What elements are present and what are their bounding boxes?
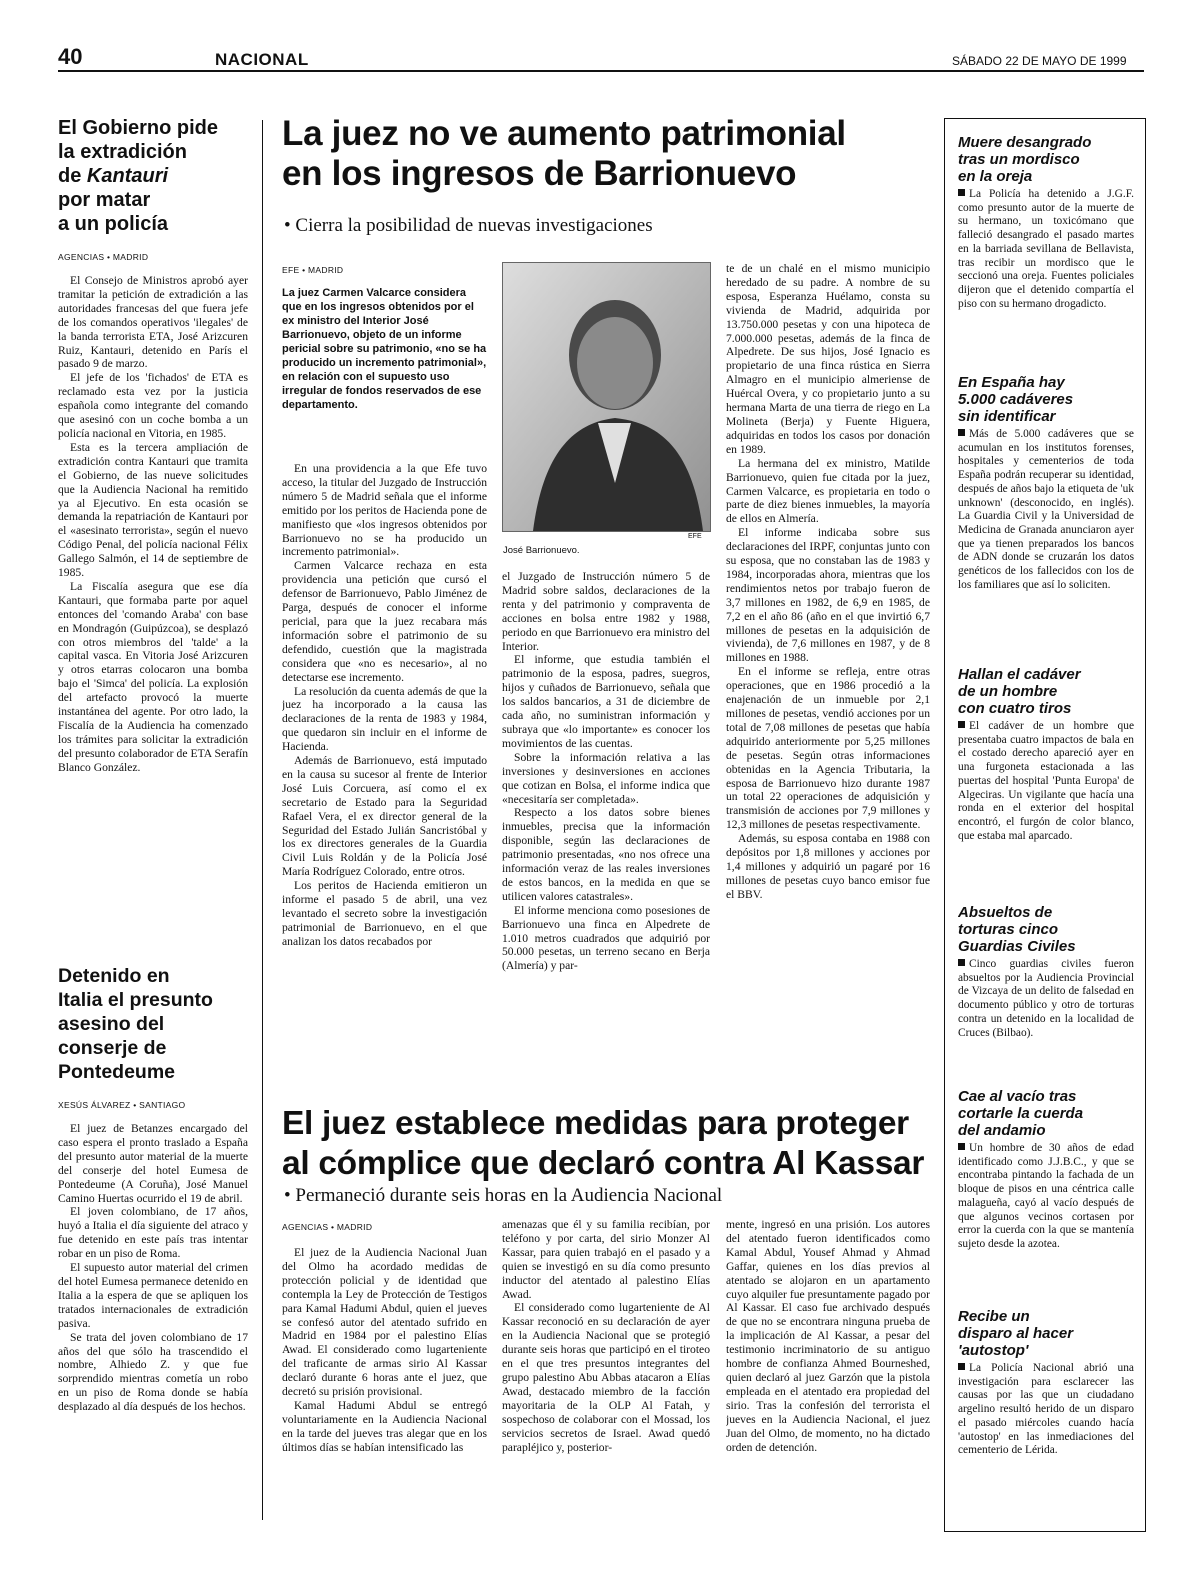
headline-line: 'autostop' <box>958 1342 1029 1359</box>
brief-text-block <box>958 428 1134 592</box>
brief-text: Un hombre de 30 años de edad identificado como J.J.B.C., y que se encontraba pintando la fachada de un bloque de pisos en una céntrica calle malagueña, cayó al vacío después de que algunos vecinos cortasen por error la cuerda con la que se mantenía sujeto desde la azotea. <box>958 1142 1134 1250</box>
square-bullet-icon <box>958 429 965 436</box>
headline-line: en la oreja <box>958 168 1033 185</box>
headline-line: disparo al hacer <box>958 1325 1074 1342</box>
portrait-image <box>503 263 710 531</box>
main-story2-col2 <box>502 1218 710 1536</box>
paragraph: Se trata del joven colombiano de 17 años del que sólo ha trascendido el nombre, Alhiedo Z. y que fue sorprendido mientras cometía un robo en un piso de Roma donde se había desplazado al día después de los hechos. <box>58 1330 248 1414</box>
lead-text: La juez Carmen Valcarce considera que en los ingresos obtenidos por el ex ministro del Interior José Barrionuevo, objeto de un informe pericial sobre su patrimonio, «no se ha producido un incremento patrimonial», en relación con el supuesto uso irregular de fondos reservados de ese departamento. <box>282 287 487 411</box>
left-story-pontedeume <box>58 964 248 1414</box>
byline: XESÚS ÁLVAREZ • SANTIAGO <box>58 1100 186 1110</box>
paragraph: La hermana del ex ministro, Matilde Barrionuevo, quien fue citada por la juez, Carmen Valcarce, es propietaria en todo o parte de diez bienes inmuebles, la mayoría de ellos en Almería. <box>726 456 930 526</box>
lead-paragraph <box>282 286 487 412</box>
headline-line: torturas cinco <box>958 921 1059 938</box>
headline-line: 5.000 cadáveres <box>958 391 1074 408</box>
brief-text: El cadáver de un hombre que presentaba cuatro impactos de bala en el costado derecho apareció ayer en una furgoneta estacionada a las puertas del hospital 'Punta Europa' de Algeciras. Un vigilante que hacía una ronda en el exterior del hospital encontró, el furgón de color blanco, que estaba mal aparcado. <box>958 720 1134 842</box>
headline-line: sin identificar <box>958 408 1056 425</box>
square-bullet-icon <box>958 1363 965 1370</box>
brief-text: Más de 5.000 cadáveres que se acumulan en los institutos forenses, hospitales y cementerios de toda España podrán recuperar su identidad, después de años bajo la etiqueta de 'uk unknown' (desconocido, en inglés). La Guardia Civil y la Universidad de Medicina de Granada anunciaron ayer que ya tienen preparados los bancos de ADN donde se cruzarán los datos genéticos de los fallecidos con los de los familiares que así lo soliciten. <box>958 428 1134 591</box>
brief-item <box>958 666 1134 904</box>
article-body <box>58 1122 248 1414</box>
brief-headline <box>958 374 1134 425</box>
headline-line: la extradición <box>58 141 187 163</box>
brief-headline <box>958 1088 1134 1139</box>
paragraph: En el informe se refleja, entre otras operaciones, que en 1986 procedió a la enajenación de un inmueble por 2,1 millones de pesetas, vendió acciones por un total de 7,08 millones de pesetas que había adquirido anteriormente por 5,25 millones de pesetas. Según otras informaciones obtenidas en la Agencia Tributaria, la esposa de Barrionuevo hizo durante 1987 un total 22 operaciones de adquisición y transmisión de acciones por 7,9 millones y 12,3 millones de pesetas respectivamente. <box>726 665 930 832</box>
left-story1-headline <box>58 116 248 236</box>
brief-item <box>958 1088 1134 1308</box>
paragraph: Sobre la información relativa a las inversiones y desinversiones en acciones que cotizan en Bolsa, el informe indica que «necesitaría ser completada». <box>502 750 710 806</box>
section-title: NACIONAL <box>215 50 309 69</box>
byline: EFE • MADRID <box>282 265 344 275</box>
brief-text-block <box>958 720 1134 843</box>
headline-line: El juez establece medidas para proteger <box>282 1105 909 1142</box>
headline-italic: Kantauri <box>86 165 169 187</box>
headline-line: con cuatro tiros <box>958 700 1072 717</box>
paragraph: En una providencia a la que Efe tuvo acceso, la titular del Juzgado de Instrucción número 5 de Madrid señala que el informe emitido por los peritos de Hacienda pone de manifiesto que «los ingresos obtenidos por Barrionuevo no se ha producido un incremento patrimonial». <box>282 462 487 559</box>
paragraph: El informe indicaba sobre sus declaraciones del IRPF, conjuntas junto con su esposa, que no constaban las de 1983 y 1984, incorporadas ahora, mientras que los rendimientos netos por trabajo fueron de 3,7 millones en 1982, de 6,9 en 1985, de 7,2 en el año 86 (año en el que invirtió 6,7 millones de pesetas en la adquisición de vivienda), de 7,6 millones en 1987, y de 8 millones en 1988. <box>726 526 930 665</box>
column-divider <box>262 120 263 1520</box>
main-story1-col1 <box>282 462 487 1092</box>
headline-part: de <box>58 165 87 187</box>
square-bullet-icon <box>958 1143 965 1150</box>
square-bullet-icon <box>958 721 965 728</box>
headline-line: Hallan el cadáver <box>958 666 1081 683</box>
brief-text-block <box>958 1142 1134 1252</box>
paragraph: El informe menciona como posesiones de Barrionuevo una finca en Alpedrete de 1.010 metros cuadrados que adquirió por 50.000 pesetas, un terreno secano en Berja (Almería) y par- <box>502 903 710 973</box>
paragraph: El considerado como lugarteniente de Al Kassar reconoció en su declaración de ayer en la Audiencia Nacional que se protegió durante seis horas que participó en el tiroteo en el que tres presuntos integrantes del grupo palestino Abu Abbas atacaron a Elías Awad, destacado miembro de la facción mayoritaria de la OLP Al Fatah, y sospechoso de colaborar con el Mossad, los servicios secretos de Israel. Awad quedó parapléjico y, posterior- <box>502 1301 710 1454</box>
header-rule <box>58 70 1144 72</box>
photo-credit: EFE <box>688 533 702 540</box>
headline-line: Pontedeume <box>58 1061 176 1083</box>
article-body <box>58 274 248 775</box>
brief-item <box>958 134 1134 374</box>
paragraph: te de un chalé en el mismo municipio heredado de su padre. A nombre de su esposa, Esperanza Huélamo, consta su vivienda de Madrid, adquirida por 13.750.000 pesetas y con una hipoteca de 7.000.000 pesetas, además de la finca de Alpedrete. De sus hijos, José Ignacio es propietario de una finca rústica en Sierra Almagro en el municipio almeriense de Huércal Overa, y co propietario junto a su hermana Marta de una tierra de riego en La Molineta (Berja) y Fuente Higuera, adquiridas en todos los casos por donación en 1989. <box>726 262 930 456</box>
headline-line: Absueltos de <box>958 904 1053 921</box>
page-date: SÁBADO 22 DE MAYO DE 1999 <box>952 54 1127 68</box>
main-story1-headline <box>282 114 942 194</box>
headline-line: Recibe un <box>958 1308 1030 1325</box>
headline-line: En España hay <box>958 374 1065 391</box>
paragraph: El joven colombiano, de 17 años, huyó a Italia el día siguiente del atraco y fue detenido en este país tras intentar robar en un piso de Roma. <box>58 1205 248 1261</box>
headline-line: El Gobierno pide <box>58 117 219 139</box>
headline-line: Cae al vacío tras <box>958 1088 1077 1105</box>
headline-line: asesino del <box>58 1013 165 1035</box>
headline-line: Muere desangrado <box>958 134 1092 151</box>
main-story2-col3 <box>726 1218 930 1536</box>
brief-text-block <box>958 1362 1134 1458</box>
brief-text: Cinco guardias civiles fueron absueltos por la Audiencia Provincial de Vizcaya de un delito de falsedad en documento público y otro de torturas contra un detenido en la localidad de Cruces (Bilbao). <box>958 958 1134 1039</box>
headline-line <box>58 164 248 188</box>
main-story1-col2 <box>502 570 710 1092</box>
paragraph: La resolución da cuenta además de que la juez ha incorporado a la causa las declaraciones de la renta de 1983 y 1984, que quedaron sin incluir en el informe de Hacienda. <box>282 684 487 754</box>
brief-headline <box>958 134 1134 185</box>
headline-line: a un policía <box>58 213 169 235</box>
brief-text-block <box>958 958 1134 1040</box>
paragraph: amenazas que él y su familia recibían, por teléfono y por carta, del sirio Monzer Al Kassar, para quien trabajó en el pasado y a quien se investigó en su día como presunto inductor del atentado al palestino Elías Awad. <box>502 1218 710 1301</box>
paragraph: Kamal Hadumi Abdul se entregó voluntariamente en la Audiencia Nacional en la tarde del jueves tras alegar que en los últimos días se habían intensificado las <box>282 1398 487 1454</box>
headline-line: Guardias Civiles <box>958 938 1076 955</box>
headline-line: en los ingresos de Barrionuevo <box>282 154 797 193</box>
brief-text: La Policía ha detenido a J.G.F. como presunto autor de la muerte de su hermano, un toxicómano que falleció desangrado el pasado martes en la barriada sevillana de Bellavista, tras recibir un mordisco que le seccionó una oreja. Fuentes policiales dijeron que el detenido compartía el piso con su hermano drogadicto. <box>958 188 1134 310</box>
brief-headline <box>958 904 1134 955</box>
headline-line: Detenido en <box>58 965 170 987</box>
brief-text-block <box>958 188 1134 311</box>
paragraph: Además de Barrionuevo, está imputado en la causa su sucesor al frente de Interior José Luis Corcuera, así como el ex secretario de Estado para la Seguridad Rafael Vera, el ex director general de la Seguridad del Estado Julián Sancristóbal y los ex directores generales de la Guardia Civil Luis Roldán y de la Policía José María Rodríguez Colorado, entre otros. <box>282 754 487 879</box>
left-story2-headline <box>58 964 248 1084</box>
main-story2-subheadline: • Permaneció durante seis horas en la Audiencia Nacional <box>284 1185 723 1206</box>
square-bullet-icon <box>958 189 965 196</box>
left-story-kantauri <box>58 116 248 775</box>
paragraph: El juez de la Audiencia Nacional Juan del Olmo ha acordado medidas de protección policial y de identidad que contempla la Ley de Protección de Testigos para Kamal Hadumi Abdul, quien el jueves se confesó autor del atentado sufrido en Madrid en 1984 por el palestino Elías Awad. El considerado como lugarteniente del traficante de armas sirio Al Kassar declaró durante 6 horas ante el juez, que decretó su prisión provisional. <box>282 1246 487 1399</box>
paragraph: Esta es la tercera ampliación de extradición contra Kantauri que tramita el Gobierno, de las nueve solicitudes que la Audiencia Nacional ha remitido ya al Ejecutivo. En esta ocasión se demanda la repatriación de Kantauri por el «asesinato terrorista», según el nuevo Código Penal, del policía nacional Félix Gallego Salmón, el 14 de septiembre de 1985. <box>58 440 248 580</box>
headline-line: conserje de <box>58 1037 167 1059</box>
paragraph: El jefe de los 'fichados' de ETA es reclamado esta vez por la justicia española como integrante del comando que asesinó con un coche bomba a un policía nacional en Vitoria, en 1985. <box>58 371 248 440</box>
paragraph: El supuesto autor material del crimen del hotel Eumesa permanece detenido en Italia a la espera de que se apliquen los tratados internacionales de extradición pasiva. <box>58 1261 248 1330</box>
brief-headline <box>958 1308 1134 1359</box>
paragraph: Carmen Valcarce rechaza en esta providencia una petición que cursó el defensor de Barrionuevo, Pablo Jiménez de Parga, después de conocer el informe pericial, para que la juez recabara más información sobre el patrimonio de su defendido, cuestión que la magistrada considera que «no es necesario», al no detectarse ese incremento. <box>282 559 487 684</box>
main-story1-col3 <box>726 262 930 1090</box>
paragraph: el Juzgado de Instrucción número 5 de Madrid sobre saldos, declaraciones de la renta y del patrimonio y compraventa de acciones en bolsa entre 1982 y 1988, periodo en que Barrionuevo era ministro del Interior. <box>502 570 710 653</box>
headline-line: tras un mordisco <box>958 151 1080 168</box>
main-story2-headline <box>282 1104 942 1184</box>
photo-barrionuevo <box>502 262 711 532</box>
paragraph: Respecto a los datos sobre bienes inmuebles, precisa que la información disponible, según las declaraciones de patrimonio presentadas, «no nos ofrece una información veraz de las reales inversiones de estos bancos, en la medida en que se utilicen valores catastrales». <box>502 806 710 903</box>
headline-line: del andamio <box>958 1122 1046 1139</box>
headline-line: cortarle la cuerda <box>958 1105 1084 1122</box>
brief-item <box>958 1308 1134 1508</box>
photo-caption: José Barrionuevo. <box>503 545 580 556</box>
headline-line: por matar <box>58 189 151 211</box>
paragraph: El juez de Betanzes encargado del caso espera el pronto traslado a España del presunto autor material de la muerte del conserje del hotel Eumesa de Pontedeume (A Coruña), José Manuel Camino Huertas ocurrido el 19 de abril. <box>58 1122 248 1205</box>
paragraph: El informe, que estudia también el patrimonio de la esposa, padres, suegros, hijos y cuñados de Barrionuevo, señala que los saldos bancarios, a 31 de diciembre de cada año, no suministran información y subraya que «lo importante» es conocer los movimientos de las cuentas. <box>502 653 710 750</box>
paragraph: Los peritos de Hacienda emitieron un informe el pasado 5 de abril, una vez levantado el secreto sobre la investigación patrimonial de Barrionuevo, en el que analizan los datos recabados por <box>282 879 487 948</box>
headline-line: La juez no ve aumento patrimonial <box>282 114 846 153</box>
brief-item <box>958 904 1134 1088</box>
briefs-column <box>958 134 1134 1508</box>
byline: AGENCIAS • MADRID <box>58 252 149 262</box>
paragraph: La Fiscalía asegura que ese día Kantauri, que formaba parte por aquel entonces del 'comando Araba' con base en Mondragón (Guipúzcoa), se desplazó con otros miembros del 'talde' a la capital vasca. En Vitoria José Arizcuren y otros etarras colocaron una bomba bajo el 'Simca' del policía. La explosión del artefacto provocó la muerte instantánea del agente. Por otro lado, la Fiscalía de la Audiencia ha comenzado los trámites para solicitar la extradición del presunto colaborador de ETA Serafín Blanco González. <box>58 579 248 774</box>
main-story1-subheadline: • Cierra la posibilidad de nuevas investigaciones <box>284 215 653 236</box>
brief-text: La Policía Nacional abrió una investigación para esclarecer las causas por las que un ciudadano argelino resultó herido de un disparo el pasado miércoles cuando hacía 'autostop' en las inmediaciones del cementerio de Lérida. <box>958 1362 1134 1457</box>
main-story2-col1 <box>282 1246 487 1536</box>
brief-headline <box>958 666 1134 717</box>
brief-item <box>958 374 1134 666</box>
paragraph: El Consejo de Ministros aprobó ayer tramitar la petición de extradición a las autoridades francesas del que fuera jefe de los comandos operativos 'ilegales' de la banda terrorista ETA, José Arizcuren Ruiz, Kantauri, detenido en París el pasado 9 de marzo. <box>58 274 248 371</box>
paragraph: Además, su esposa contaba en 1988 con depósitos por 1,8 millones y acciones por 1,4 millones y adquirió un pagaré por 16 millones de pesetas cuyo banco emisor fue el BBV. <box>726 832 930 901</box>
page-number: 40 <box>58 44 83 69</box>
headline-line: Italia el presunto <box>58 989 213 1011</box>
paragraph: mente, ingresó en una prisión. Los autores del atentado fueron identificados como Kamal Abdul, Yousef Ahmad y Ahmad Gaffar, quienes en los días previos al atentado se alojaron en un apartamento cuyo alquiler fue presuntamente pagado por Al Kassar. El caso fue archivado después de que no se encontrara ninguna prueba de la implicación de Al Kassar, a pesar del testimonio incriminatorio de su antiguo hombre de confianza Ahmed Bourneshed, quien declaró al juez Garzón que la pistola empleada en el atentado era propiedad del sirio. Tras la confesión del terrorista el jueves en la Audiencia Nacional, el juez Juan del Olmo, de momento, no ha dictado orden de detención. <box>726 1218 930 1454</box>
byline: AGENCIAS • MADRID <box>282 1222 373 1232</box>
square-bullet-icon <box>958 959 965 966</box>
headline-line: de un hombre <box>958 683 1058 700</box>
headline-line: al cómplice que declaró contra Al Kassar <box>282 1145 925 1182</box>
